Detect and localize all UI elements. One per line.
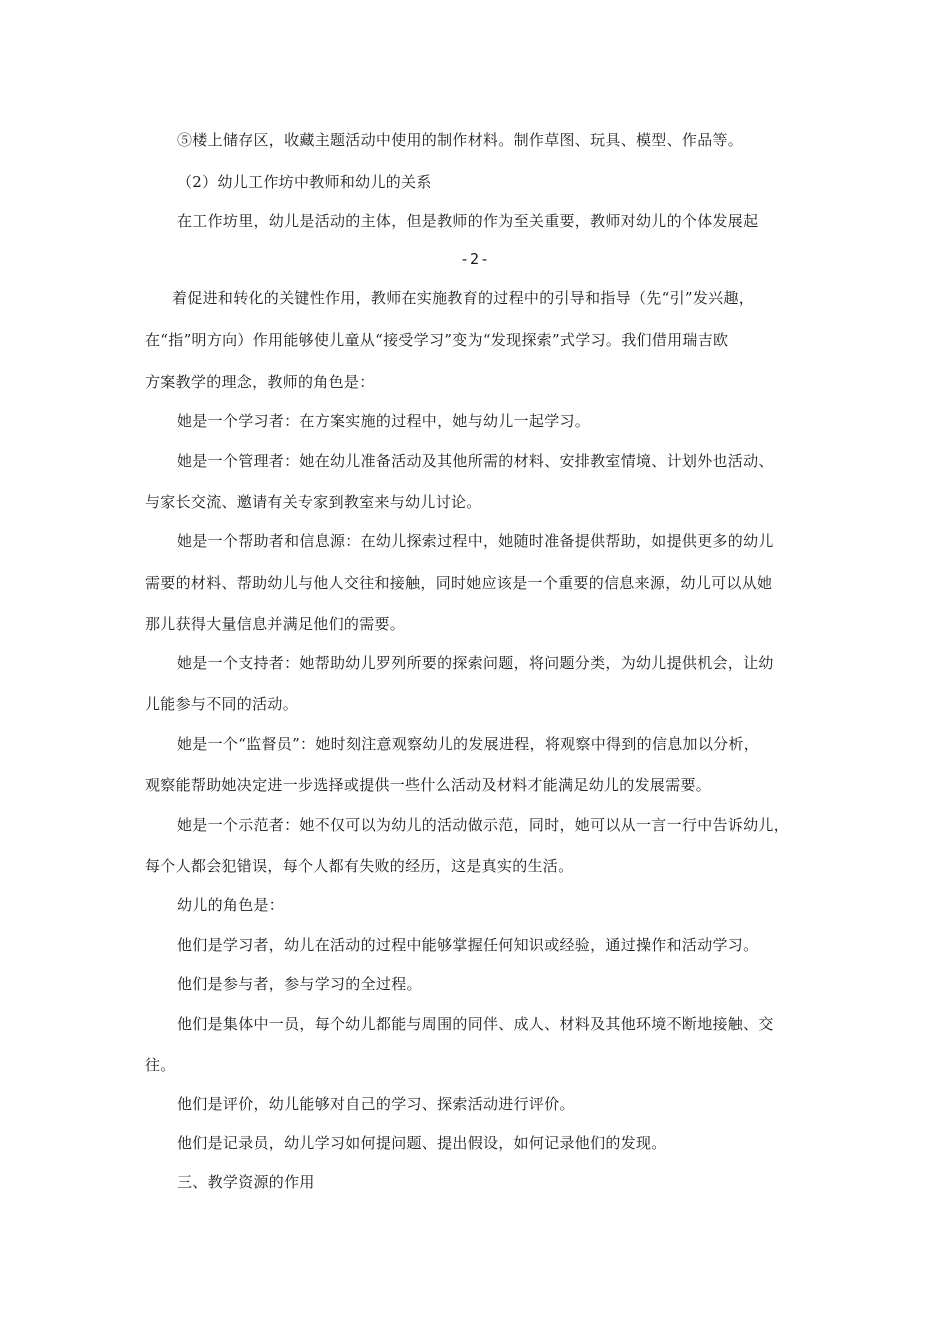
text-line: 需要的材料、帮助幼儿与他人交往和接触，同时她应该是一个重要的信息来源，幼儿可以从她 [145, 574, 773, 592]
text-line: 他们是集体中一员，每个幼儿都能与周围的同伴、成人、材料及其他环境不断地接触、交 [177, 1015, 774, 1033]
text-line: 他们是学习者，幼儿在活动的过程中能够掌握任何知识或经验，通过操作和活动学习。 [177, 936, 759, 954]
text-line: 观察能帮助她决定进一步选择或提供一些什么活动及材料才能满足幼儿的发展需要。 [145, 776, 712, 794]
text-line: 往。 [145, 1056, 176, 1074]
text-line: 着促进和转化的关键性作用，教师在实施教育的过程中的引导和指导（先“引”发兴趣， [172, 289, 755, 307]
text-line: 在“指”明方向）作用能够使儿童从“接受学习”变为“发现探索”式学习。我们借用瑞吉欧 [145, 331, 729, 349]
text-line: 他们是记录员，幼儿学习如何提问题、提出假设，如何记录他们的发现。 [177, 1134, 667, 1152]
text-line: 与家长交流、邀请有关专家到教室来与幼儿讨论。 [145, 493, 482, 511]
text-line: 她是一个支持者：她帮助幼儿罗列所要的探索问题，将问题分类，为幼儿提供机会，让幼 [177, 654, 774, 672]
text-line: 在工作坊里，幼儿是活动的主体，但是教师的作为至关重要，教师对幼儿的个体发展起 [177, 212, 759, 230]
section-heading: （2）幼儿工作坊中教师和幼儿的关系 [177, 173, 432, 191]
page-number: -2- [459, 250, 491, 268]
section-heading: 三、教学资源的作用 [177, 1173, 315, 1191]
text-line: 她是一个帮助者和信息源：在幼儿探索过程中，她随时准备提供帮助，如提供更多的幼儿 [177, 532, 774, 550]
text-line: 她是一个学习者：在方案实施的过程中，她与幼儿一起学习。 [177, 412, 591, 430]
text-line: 儿能参与不同的活动。 [145, 695, 299, 713]
text-line: 她是一个示范者：她不仅可以为幼儿的活动做示范，同时，她可以从一言一行中告诉幼儿， [177, 816, 790, 834]
text-line: 她是一个“监督员”：她时刻注意观察幼儿的发展进程，将观察中得到的信息加以分析， [177, 735, 760, 753]
text-line: ⑤楼上储存区，收藏主题活动中使用的制作材料。制作草图、玩具、模型、作品等。 [177, 131, 744, 149]
text-line: 那儿获得大量信息并满足他们的需要。 [145, 615, 406, 633]
text-line: 幼儿的角色是： [177, 896, 285, 914]
text-line: 他们是评价，幼儿能够对自己的学习、探索活动进行评价。 [177, 1095, 575, 1113]
text-line: 她是一个管理者：她在幼儿准备活动及其他所需的材料、安排教室情境、计划外也活动、 [177, 452, 774, 470]
text-line: 方案教学的理念，教师的角色是： [145, 373, 375, 391]
text-line: 他们是参与者，参与学习的全过程。 [177, 975, 422, 993]
text-line: 每个人都会犯错误，每个人都有失败的经历，这是真实的生活。 [145, 857, 574, 875]
